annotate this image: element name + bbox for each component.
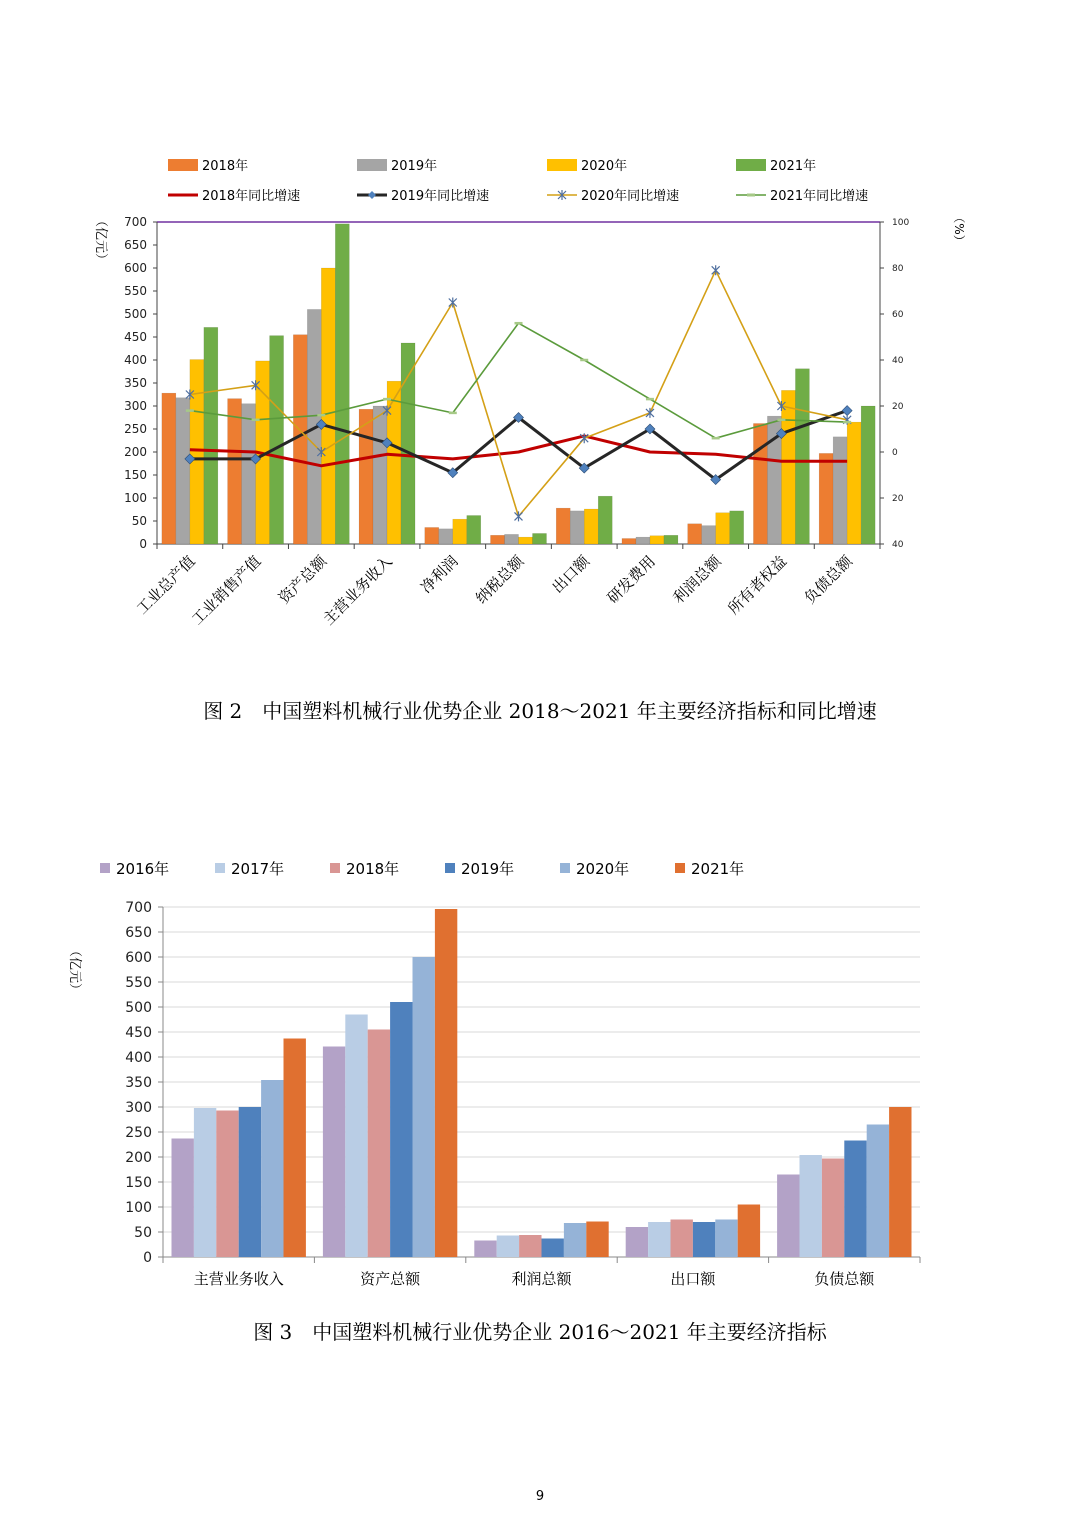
y2-tick-label: 20 [892,494,904,504]
bar-2020年-item-4 [715,1220,737,1258]
y2-tick-label: 60 [892,310,904,320]
y-tick-label: 650 [125,925,152,941]
x-tick-label: 资产总额 [274,552,331,608]
y-tick-label: 600 [124,261,147,275]
legend-swatch-2021年 [675,863,685,873]
bar-2020年-item-7 [584,509,598,544]
bar-2021年-item-2 [435,909,457,1257]
bar-2020年-item-4 [387,381,401,544]
bar-2018年-item-7 [556,508,570,544]
legend-label-2017年: 2017年 [231,860,285,878]
legend-label-2019年: 2019年 [461,860,515,878]
bar-2018年-item-5 [822,1159,844,1258]
bar-2018年-item-2 [228,399,242,544]
bar-2016年-item-1 [172,1139,194,1258]
y2-tick-label: 80 [892,264,904,274]
legend-label-2021年: 2021年 [691,860,745,878]
bar-2019年-item-9 [702,526,716,544]
bar-2021年-item-7 [598,496,612,544]
bar-2019年-item-6 [505,534,519,544]
legend-swatch-2018年 [330,863,340,873]
bar-2018年-item-1 [162,393,176,544]
x-tick-label: 工业总产值 [132,552,199,618]
point-2019年同比增速-item-11 [842,406,852,416]
bar-2020年-item-11 [847,422,861,544]
point-2020年同比增速-item-9 [712,265,720,275]
y2-tick-label: 0 [892,448,898,458]
bar-2018年-item-1 [216,1111,238,1258]
point-2020年同比增速-item-5 [449,298,457,308]
y-tick-label: 50 [134,1225,152,1241]
legend-label-2021年同比增速: 2021年同比增速 [770,189,869,204]
bar-2019年-item-5 [439,529,453,544]
legend-swatch-2021年 [736,159,766,171]
page-number: 9 [535,1489,545,1504]
y-tick-label: 550 [124,284,147,298]
bar-2021年-item-6 [533,533,547,544]
y-axis-label: （亿元） [93,213,108,267]
bar-2021年-item-5 [889,1107,911,1257]
x-tick-label: 纳税总额 [472,552,528,608]
legend-label-2019年同比增速: 2019年同比增速 [391,189,490,204]
bar-2017年-item-4 [648,1222,670,1257]
y-tick-label: 100 [125,1200,152,1216]
bar-2019年-item-2 [390,1002,412,1257]
x-tick-label: 主营业务收入 [319,552,396,629]
figure-3-caption: 图 3 中国塑料机械行业优势企业 2016～2021 年主要经济指标 [253,1320,827,1344]
bar-2021年-item-2 [270,336,284,544]
bar-2020年-item-5 [867,1125,889,1258]
bar-2018年-item-4 [671,1220,693,1258]
x-tick-label: 研发费用 [603,552,659,608]
bar-2018年-item-5 [425,527,439,544]
bar-2020年-item-5 [453,519,467,544]
legend-label-2021年: 2021年 [770,159,817,174]
point-2020年同比增速-item-8 [646,408,654,418]
bar-2019年-item-4 [373,406,387,544]
y-tick-label: 450 [125,1025,152,1041]
bar-2018年-item-11 [819,453,833,544]
y-tick-label: 150 [124,468,147,482]
legend-swatch-2018年 [168,159,198,171]
y-tick-label: 700 [125,900,152,916]
legend-label-2018年: 2018年 [202,159,249,174]
bar-2018年-item-10 [753,423,767,544]
legend-label-2016年: 2016年 [116,860,170,878]
y-tick-label: 700 [124,215,147,229]
y2-tick-label: 100 [892,218,910,228]
y-tick-label: 250 [125,1125,152,1141]
bar-2020年-item-9 [716,513,730,544]
bar-2021年-item-4 [401,343,415,544]
bar-2019年-item-1 [176,398,190,544]
y-axis-label: （亿元） [67,943,82,997]
y-tick-label: 400 [125,1050,152,1066]
y-tick-label: 650 [124,238,147,252]
bar-2016年-item-3 [474,1241,496,1258]
bar-2018年-item-9 [688,524,702,544]
bar-2017年-item-3 [497,1236,519,1258]
figure-2-caption: 图 2 中国塑料机械行业优势企业 2018～2021 年主要经济指标和同比增速 [203,699,877,723]
point-2020年同比增速-item-6 [515,511,523,521]
chart-2-indicators-growth [93,158,966,628]
bar-2021年-item-5 [467,515,481,544]
bar-2018年-item-4 [359,409,373,544]
y-tick-label: 0 [143,1250,152,1266]
legend-swatch-2019年 [357,159,387,171]
y-tick-label: 50 [131,514,147,528]
bar-2021年-item-11 [861,406,875,544]
y-tick-label: 200 [124,445,147,459]
bar-2020年-item-3 [321,268,335,544]
bar-2021年-item-3 [586,1222,608,1258]
y-tick-label: 150 [125,1175,152,1191]
bar-2020年-item-2 [413,957,435,1257]
x-tick-label: 工业销售产值 [188,552,265,629]
y-tick-label: 200 [125,1150,152,1166]
x-tick-label: 利润总额 [669,552,725,608]
y2-axis-label: （%） [952,211,966,247]
bar-2019年-item-5 [844,1141,866,1258]
bar-2020年-item-6 [519,537,533,544]
bar-2018年-item-3 [519,1235,541,1257]
legend-label-2020年同比增速: 2020年同比增速 [581,189,680,204]
bar-2021年-item-8 [664,535,678,544]
y2-tick-label: 20 [892,402,904,412]
y-tick-label: 250 [124,422,147,436]
bar-2019年-item-7 [570,511,584,544]
bar-2016年-item-4 [626,1227,648,1257]
legend-label-2018年: 2018年 [346,860,400,878]
y-tick-label: 0 [139,537,147,551]
bar-2019年-item-4 [693,1222,715,1257]
line-2020年同比增速 [190,270,847,516]
bar-2021年-item-9 [730,511,744,544]
y2-tick-label: 40 [892,540,904,550]
x-tick-label: 出口额 [548,552,594,597]
y-tick-label: 300 [125,1100,152,1116]
bar-2021年-item-1 [284,1039,306,1258]
bar-2017年-item-2 [345,1015,367,1258]
bar-2017年-item-5 [800,1155,822,1257]
bar-2021年-item-3 [335,224,349,544]
legend-swatch-2016年 [100,863,110,873]
y-tick-label: 350 [124,376,147,390]
legend-label-2018年同比增速: 2018年同比增速 [202,189,301,204]
bar-2019年-item-1 [239,1107,261,1257]
y-tick-label: 500 [125,1000,152,1016]
bar-2021年-item-1 [204,327,218,544]
bar-2021年-item-10 [795,369,809,544]
bar-2019年-item-2 [242,404,256,544]
chart-3-indicators [67,860,920,1288]
y-tick-label: 300 [124,399,147,413]
bar-2020年-item-10 [781,390,795,544]
bar-2018年-item-8 [622,538,636,544]
point-2020年同比增速-item-7 [580,433,588,443]
legend-label-2020年: 2020年 [581,159,628,174]
y-tick-label: 400 [124,353,147,367]
legend-label-2020年: 2020年 [576,860,630,878]
bar-2019年-item-3 [542,1239,564,1258]
x-tick-label: 净利润 [417,552,462,597]
y-tick-label: 600 [125,950,152,966]
bar-2020年-item-1 [261,1080,283,1257]
bar-2020年-item-3 [564,1223,586,1257]
x-tick-label: 利润总额 [511,1270,572,1288]
bar-2019年-item-8 [636,537,650,544]
x-tick-label: 负债总额 [814,1270,875,1288]
bar-2020年-item-8 [650,536,664,544]
legend-marker-2019年同比增速 [368,191,376,199]
x-tick-label: 主营业务收入 [193,1270,284,1288]
legend-swatch-2020年 [547,159,577,171]
legend-label-2019年: 2019年 [391,159,438,174]
bar-2017年-item-1 [194,1108,216,1257]
bar-2018年-item-6 [491,535,505,544]
bar-2016年-item-2 [323,1047,345,1258]
y-tick-label: 450 [124,330,147,344]
bar-2021年-item-4 [738,1205,760,1258]
legend-swatch-2019年 [445,863,455,873]
x-tick-label: 出口额 [670,1270,716,1288]
x-tick-label: 负债总额 [800,552,856,608]
y-tick-label: 500 [124,307,147,321]
bar-2020年-item-1 [190,360,204,544]
x-tick-label: 资产总额 [360,1270,421,1288]
bar-2018年-item-2 [368,1030,390,1258]
x-tick-label: 所有者权益 [724,552,791,618]
bar-2016年-item-5 [777,1175,799,1258]
y-tick-label: 550 [125,975,152,991]
legend-swatch-2017年 [215,863,225,873]
legend-swatch-2020年 [560,863,570,873]
y-tick-label: 350 [125,1075,152,1091]
y-tick-label: 100 [124,491,147,505]
y2-tick-label: 40 [892,356,904,366]
bar-2019年-item-11 [833,437,847,544]
